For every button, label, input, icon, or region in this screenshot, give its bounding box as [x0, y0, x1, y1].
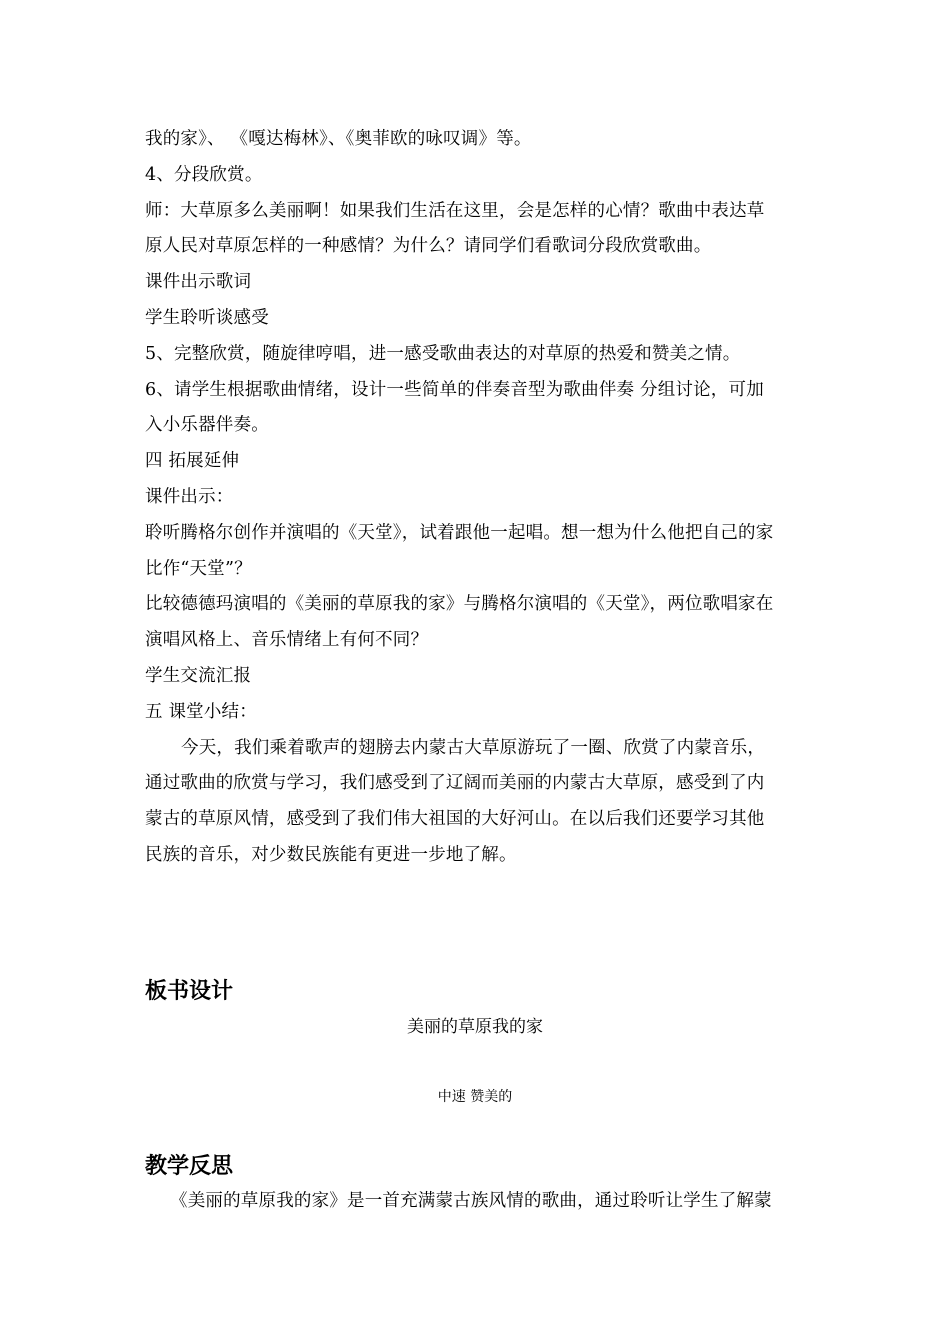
body-line: 比较德德玛演唱的《美丽的草原我的家》与腾格尔演唱的《天堂》，两位歌唱家在	[145, 594, 774, 615]
body-line: 学生交流汇报	[145, 665, 252, 686]
body-line: 4、分段欣赏。	[145, 164, 263, 185]
body-line: 比作“天堂”？	[145, 558, 252, 579]
body-line: 课件出示歌词	[145, 272, 252, 293]
body-line: 6、请学生根据歌曲情绪，设计一些简单的伴奏音型为歌曲伴奏 分组讨论，可加	[145, 379, 764, 400]
lesson-body	[145, 122, 815, 874]
body-line: 原人民对草原怎样的一种感情？为什么？请同学们看歌词分段欣赏歌曲。	[145, 236, 712, 257]
reflection-first-line: 《美丽的草原我的家》是一首充满蒙古族风情的歌曲，通过聆听让学生了解蒙	[170, 1191, 772, 1211]
body-line: 我的家》、 《嘎达梅林》、《奥菲欧的咏叹调》等。	[145, 129, 532, 149]
summary-paragraph-line: 今天，我们乘着歌声的翅膀去内蒙古大草原游玩了一圈、欣赏了内蒙音乐，	[181, 737, 766, 758]
board-design-heading: 板书设计	[145, 979, 234, 1004]
reflection-heading: 教学反思	[145, 1154, 234, 1179]
section-heading-summary: 五 课堂小结：	[145, 701, 257, 722]
body-line: 课件出示：	[145, 486, 234, 507]
body-line: 师：大草原多么美丽啊！如果我们生活在这里，会是怎样的心情？歌曲中表达草	[145, 200, 765, 221]
board-title: 美丽的草原我的家	[407, 1017, 543, 1037]
body-line: 演唱风格上、音乐情绪上有何不同？	[145, 630, 429, 651]
body-line: 5、完整欣赏，随旋律哼唱，进一感受歌曲表达的对草原的热爱和赞美之情。	[145, 343, 741, 364]
section-heading-extension: 四 拓展延伸	[145, 451, 240, 472]
body-line: 聆听腾格尔创作并演唱的《天堂》，试着跟他一起唱。想一想为什么他把自己的家	[145, 522, 774, 543]
summary-paragraph-line: 通过歌曲的欣赏与学习，我们感受到了辽阔而美丽的内蒙古大草原，感受到了内	[145, 773, 765, 794]
summary-paragraph-line: 民族的音乐，对少数民族能有更进一步地了解。	[145, 844, 517, 865]
board-note: 中速 赞美的	[437, 1089, 513, 1105]
body-line: 入小乐器伴奏。	[145, 415, 269, 436]
body-line: 学生聆听谈感受	[145, 307, 269, 328]
summary-paragraph-line: 蒙古的草原风情，感受到了我们伟大祖国的大好河山。在以后我们还要学习其他	[145, 809, 765, 830]
